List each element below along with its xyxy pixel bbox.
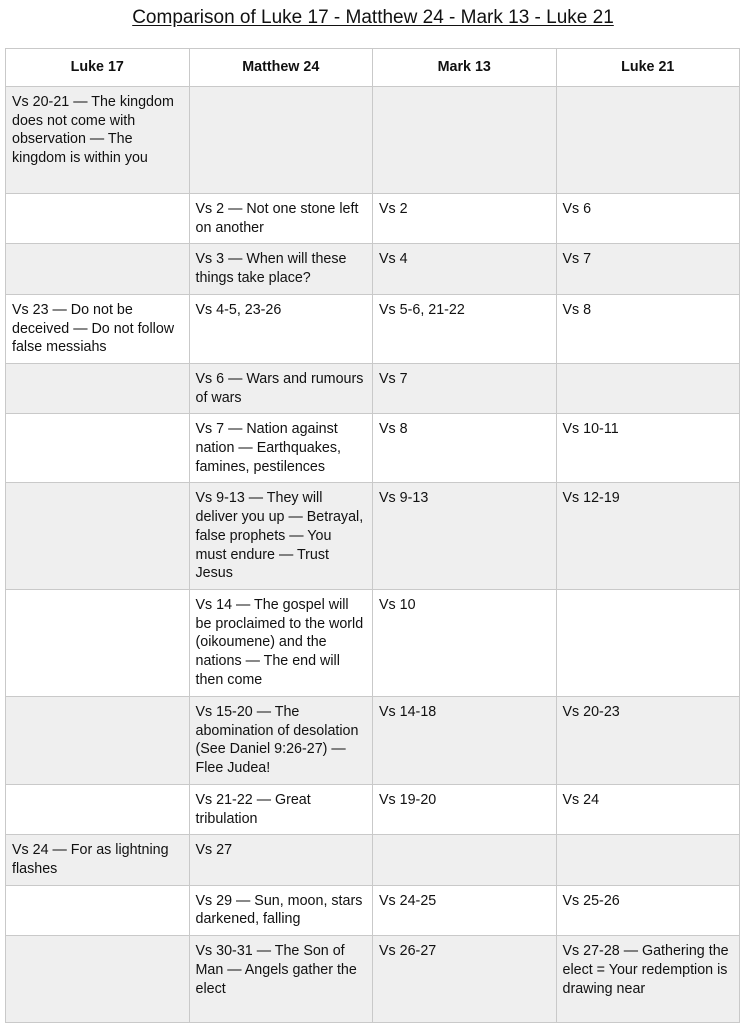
cell-luke-17: Vs 23 — Do not be deceived — Do not follow false messiahs — [6, 294, 190, 363]
cell-luke-21 — [556, 835, 740, 885]
cell-mark-13: Vs 8 — [373, 414, 557, 483]
cell-luke-17 — [6, 483, 190, 590]
cell-mark-13: Vs 2 — [373, 194, 557, 244]
cell-luke-17 — [6, 363, 190, 413]
cell-luke-21: Vs 24 — [556, 784, 740, 834]
cell-matthew-24: Vs 6 — Wars and rumours of wars — [189, 363, 373, 413]
cell-luke-21: Vs 20-23 — [556, 696, 740, 784]
cell-mark-13: Vs 7 — [373, 363, 557, 413]
cell-matthew-24: Vs 27 — [189, 835, 373, 885]
cell-mark-13: Vs 19-20 — [373, 784, 557, 834]
cell-luke-21: Vs 8 — [556, 294, 740, 363]
cell-matthew-24: Vs 30-31 — The Son of Man — Angels gather the elect — [189, 936, 373, 1023]
cell-luke-17 — [6, 194, 190, 244]
cell-luke-17 — [6, 936, 190, 1023]
cell-luke-17: Vs 24 — For as lightning flashes — [6, 835, 190, 885]
table-row — [6, 936, 740, 1023]
comparison-table — [5, 48, 740, 1023]
cell-matthew-24: Vs 21-22 — Great tribulation — [189, 784, 373, 834]
cell-mark-13: Vs 10 — [373, 589, 557, 696]
cell-luke-21: Vs 25-26 — [556, 885, 740, 935]
table-row — [6, 244, 740, 294]
cell-luke-21 — [556, 87, 740, 194]
cell-mark-13: Vs 14-18 — [373, 696, 557, 784]
cell-luke-21 — [556, 589, 740, 696]
cell-matthew-24: Vs 14 — The gospel will be proclaimed to the world (oikoumene) and the nations — The end will then come — [189, 589, 373, 696]
cell-mark-13: Vs 4 — [373, 244, 557, 294]
cell-luke-17 — [6, 589, 190, 696]
table-row — [6, 363, 740, 413]
page-title: Comparison of Luke 17 - Matthew 24 - Mark 13 - Luke 21 — [132, 7, 614, 28]
cell-mark-13: Vs 9-13 — [373, 483, 557, 590]
cell-mark-13: Vs 5-6, 21-22 — [373, 294, 557, 363]
cell-luke-17 — [6, 696, 190, 784]
table-row — [6, 885, 740, 935]
header-mark-13: Mark 13 — [373, 49, 557, 87]
header-luke-21: Luke 21 — [556, 49, 740, 87]
cell-matthew-24: Vs 15-20 — The abomination of desolation (See Daniel 9:26-27) — Flee Judea! — [189, 696, 373, 784]
cell-matthew-24 — [189, 87, 373, 194]
cell-luke-17 — [6, 784, 190, 834]
cell-luke-17 — [6, 885, 190, 935]
cell-matthew-24: Vs 4-5, 23-26 — [189, 294, 373, 363]
table-row — [6, 589, 740, 696]
cell-luke-21: Vs 6 — [556, 194, 740, 244]
table-row — [6, 784, 740, 834]
cell-luke-21: Vs 10-11 — [556, 414, 740, 483]
cell-matthew-24: Vs 9-13 — They will deliver you up — Betrayal, false prophets — You must endure — Trust Jesus — [189, 483, 373, 590]
cell-matthew-24: Vs 29 — Sun, moon, stars darkened, falling — [189, 885, 373, 935]
table-row — [6, 483, 740, 590]
cell-luke-17 — [6, 414, 190, 483]
cell-luke-21 — [556, 363, 740, 413]
cell-luke-17: Vs 20-21 — The kingdom does not come with observation — The kingdom is within you — [6, 87, 190, 194]
table-row — [6, 696, 740, 784]
table-row — [6, 194, 740, 244]
cell-matthew-24: Vs 2 — Not one stone left on another — [189, 194, 373, 244]
cell-luke-21: Vs 7 — [556, 244, 740, 294]
cell-mark-13: Vs 26-27 — [373, 936, 557, 1023]
table-row — [6, 414, 740, 483]
cell-mark-13 — [373, 835, 557, 885]
header-row — [6, 49, 740, 87]
cell-luke-21: Vs 12-19 — [556, 483, 740, 590]
table-row — [6, 294, 740, 363]
cell-luke-17 — [6, 244, 190, 294]
cell-matthew-24: Vs 7 — Nation against nation — Earthquakes, famines, pestilences — [189, 414, 373, 483]
table-body — [6, 87, 740, 1023]
header-matthew-24: Matthew 24 — [189, 49, 373, 87]
header-luke-17: Luke 17 — [6, 49, 190, 87]
cell-matthew-24: Vs 3 — When will these things take place? — [189, 244, 373, 294]
table-header — [6, 49, 740, 87]
cell-mark-13: Vs 24-25 — [373, 885, 557, 935]
table-row — [6, 87, 740, 194]
cell-mark-13 — [373, 87, 557, 194]
table-row — [6, 835, 740, 885]
cell-luke-21: Vs 27-28 — Gathering the elect = Your redemption is drawing near — [556, 936, 740, 1023]
